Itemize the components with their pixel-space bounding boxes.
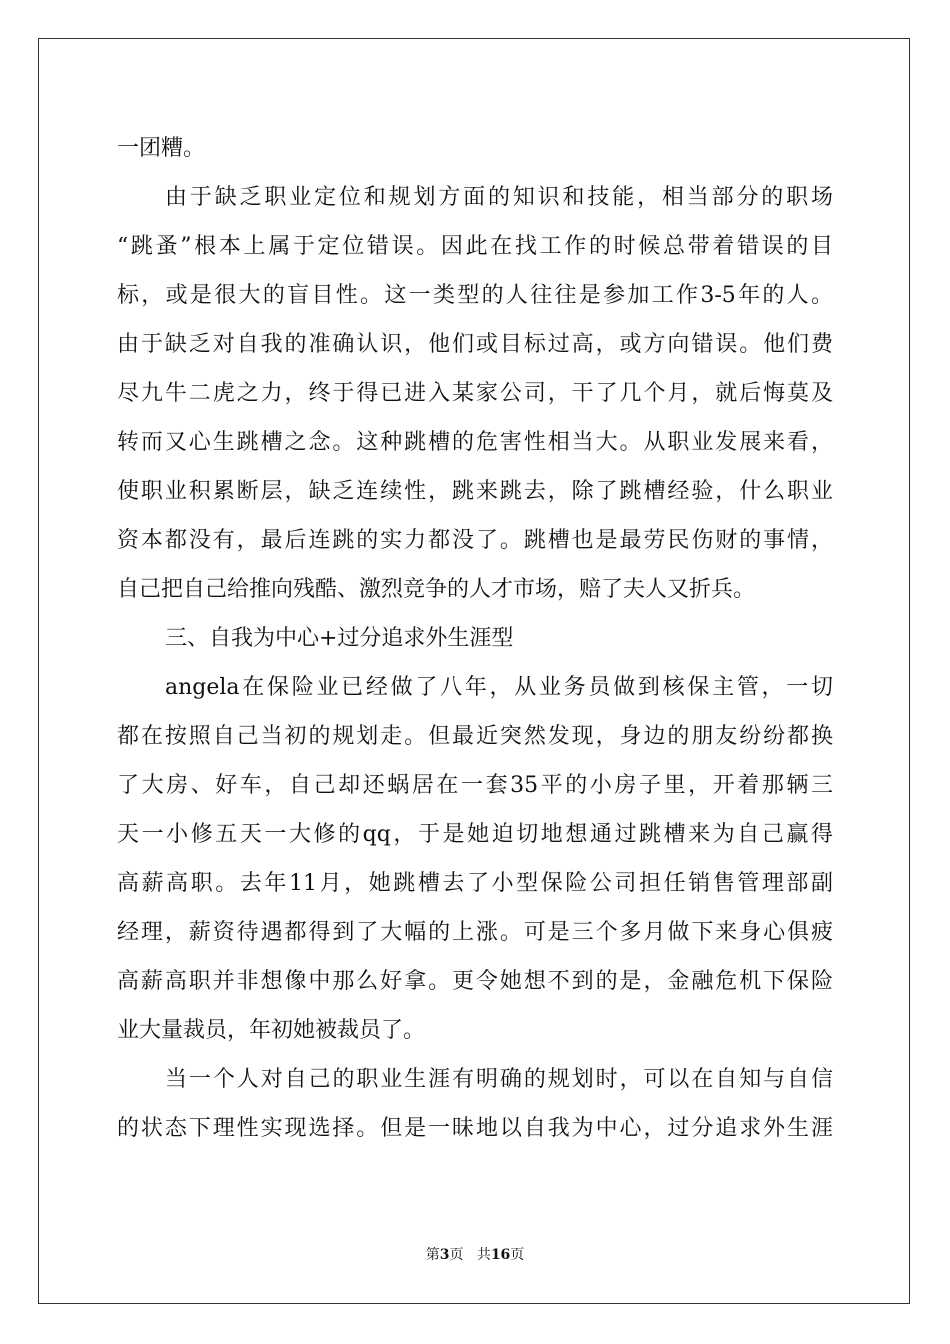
text-line: “跳蚤”根本上属于定位错误。因此在找工作的时候总带着错误的目 [117, 234, 833, 259]
document-body [117, 124, 833, 1153]
text-line: angela在保险业已经做了八年，从业务员做到核保主管，一切 [165, 675, 833, 700]
text-line: 了大房、好车，自己却还蜗居在一套35平的小房子里，开着那辆三 [117, 773, 833, 798]
text-line: 业大量裁员，年初她被裁员了。 [117, 1018, 426, 1043]
text-line: 资本都没有，最后连跳的实力都没了。跳槽也是最劳民伤财的事情， [117, 528, 833, 553]
text-line: 三、自我为中心+过分追求外生涯型 [165, 626, 514, 651]
total-pages: 16 [490, 1247, 511, 1263]
text-line: 转而又心生跳槽之念。这种跳槽的危害性相当大。从职业发展来看， [117, 430, 833, 455]
text-line: 尽九牛二虎之力，终于得已进入某家公司，干了几个月，就后悔莫及 [117, 381, 833, 406]
total-prefix: 共 [476, 1247, 491, 1263]
text-line: 使职业积累断层，缺乏连续性，跳来跳去，除了跳槽经验，什么职业 [117, 479, 833, 504]
page-number: 3 [439, 1247, 450, 1263]
text-line: 高薪高职。去年11月，她跳槽去了小型保险公司担任销售管理部副 [117, 871, 833, 896]
page-prefix: 第 [425, 1247, 440, 1263]
text-line: 经理，薪资待遇都得到了大幅的上涨。可是三个多月做下来身心俱疲 [117, 920, 833, 945]
text-line: 由于缺乏职业定位和规划方面的知识和技能，相当部分的职场 [165, 185, 833, 210]
page-suffix: 页 [449, 1247, 464, 1263]
text-line: 天一小修五天一大修的qq，于是她迫切地想通过跳槽来为自己赢得 [117, 822, 833, 847]
text-line: 的状态下理性实现选择。但是一昧地以自我为中心，过分追求外生涯 [117, 1116, 833, 1141]
text-line: 一团糟。 [117, 136, 206, 161]
total-suffix: 页 [510, 1247, 525, 1263]
text-line: 标，或是很大的盲目性。这一类型的人往往是参加工作3-5年的人。 [117, 283, 833, 308]
text-line: 由于缺乏对自我的准确认识，他们或目标过高，或方向错误。他们费 [117, 332, 833, 357]
text-line: 当一个人对自己的职业生涯有明确的规划时，可以在自知与自信 [165, 1067, 833, 1092]
text-line: 都在按照自己当初的规划走。但最近突然发现，身边的朋友纷纷都换 [117, 724, 833, 749]
page-footer [0, 1244, 950, 1264]
text-line: 高薪高职并非想像中那么好拿。更令她想不到的是，金融危机下保险 [117, 969, 833, 994]
text-line: 自己把自己给推向残酷、激烈竞争的人才市场，赔了夫人又折兵。 [117, 577, 756, 602]
